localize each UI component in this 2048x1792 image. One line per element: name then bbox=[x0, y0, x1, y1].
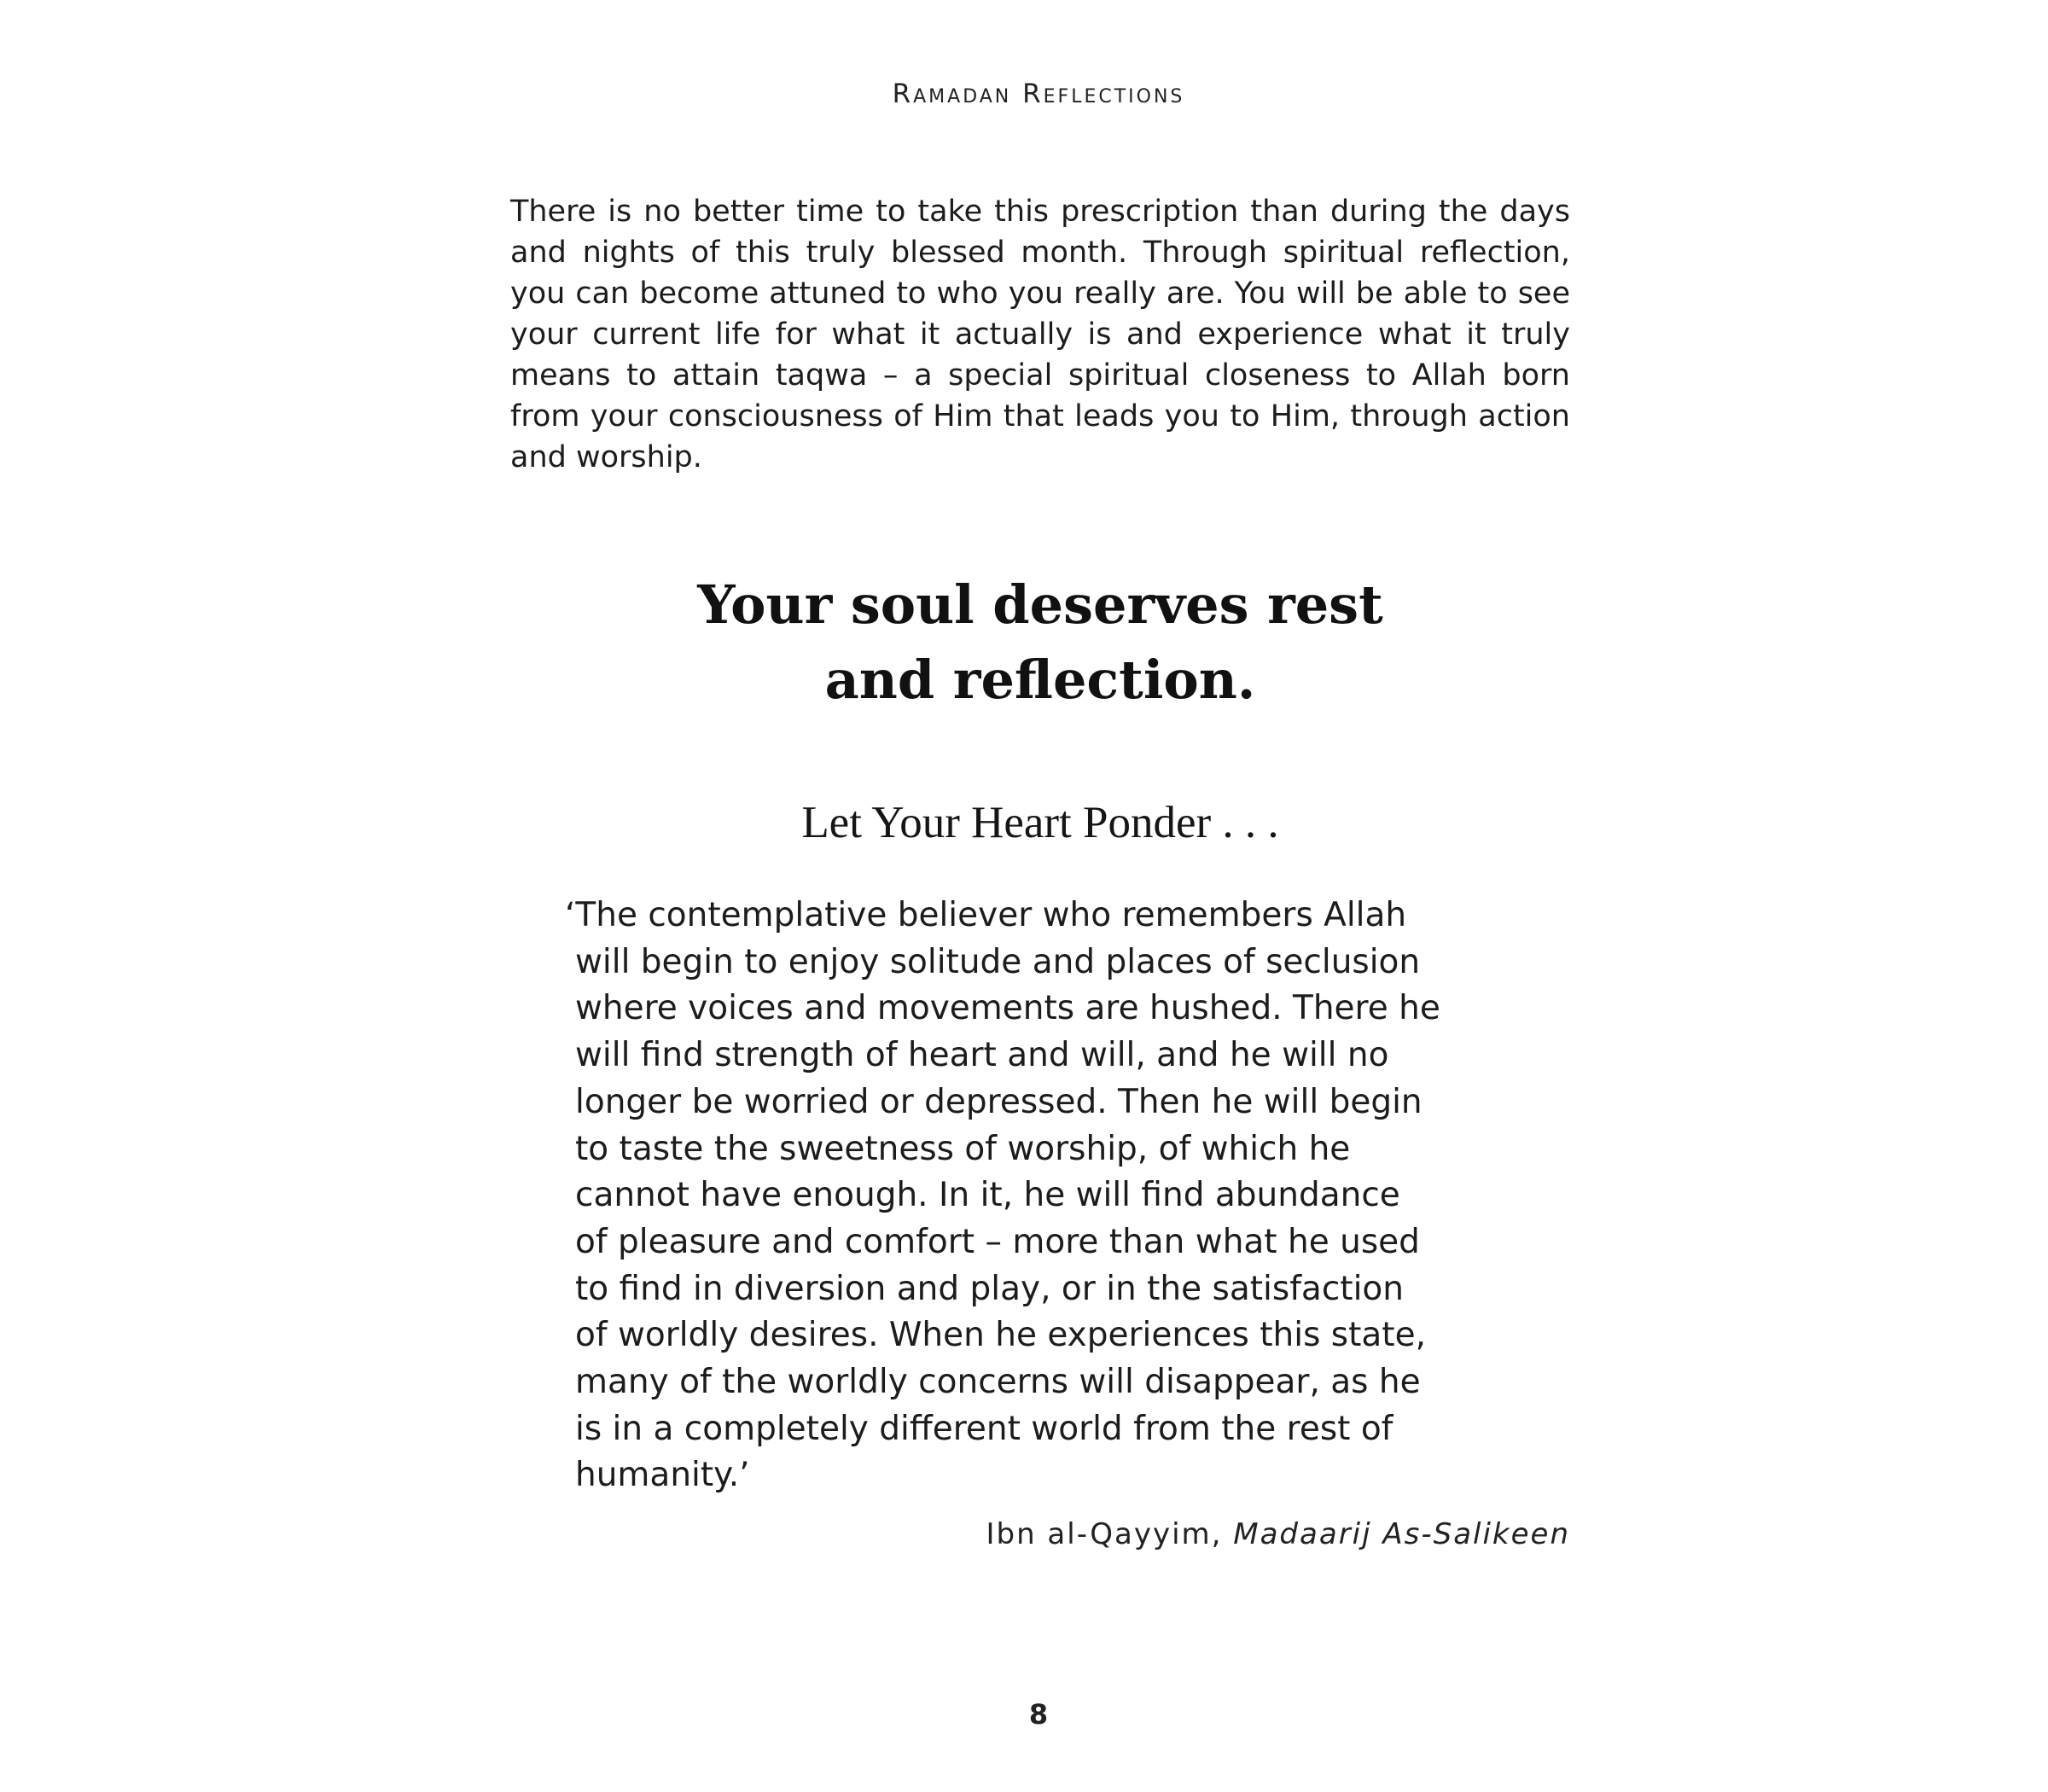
quotation bbox=[565, 893, 1534, 1499]
headline bbox=[510, 567, 1570, 718]
quote-line: many of the worldly concerns will disappear, as he bbox=[575, 1363, 1421, 1402]
quote-line: ‘The contemplative believer who remembers Allah bbox=[565, 896, 1407, 934]
quote-line: to find in diversion and play, or in the satisfaction bbox=[575, 1269, 1404, 1308]
quote-line: is in a completely different world from the rest of bbox=[575, 1409, 1393, 1448]
intro-paragraph: There is no better time to take this prescription than during the days and nights of this truly blessed month. Through spiritual reflection, you can become attuned to who you really are. You will be able to see your current life for what it actually is and experience what it truly means to attain taqwa – a special spiritual closeness to Allah born from your consciousness of Him that leads you to Him, through action and worship. bbox=[510, 195, 1570, 474]
quote-line: humanity.’ bbox=[575, 1456, 750, 1495]
headline-line-2: and reflection. bbox=[824, 649, 1256, 711]
quote-line: to taste the sweetness of worship, of which he bbox=[575, 1129, 1351, 1168]
headline-line-1: Your soul deserves rest bbox=[697, 573, 1383, 636]
quote-line: will find strength of heart and will, and he will no bbox=[575, 1036, 1389, 1075]
page-number: 8 bbox=[1028, 1698, 1049, 1731]
attribution-work-title: Madaarij As-Salikeen bbox=[1233, 1517, 1570, 1551]
quote-line: of worldly desires. When he experiences this state, bbox=[575, 1316, 1426, 1355]
quote-line: longer be worried or depressed. Then he will begin bbox=[575, 1082, 1423, 1121]
quote-line: of pleasure and comfort – more than what he used bbox=[575, 1222, 1420, 1261]
quote-attribution bbox=[510, 1517, 1570, 1551]
quote-line: will begin to enjoy solitude and places of seclusion bbox=[575, 942, 1421, 981]
quote-line: where voices and movements are hushed. There he bbox=[575, 989, 1440, 1028]
attribution-author: Ibn al-Qayyim, bbox=[986, 1517, 1223, 1551]
running-head: Ramadan Reflections bbox=[892, 79, 1185, 109]
section-subhead: Let Your Heart Ponder . . . bbox=[801, 798, 1279, 847]
quote-line: cannot have enough. In it, he will find abundance bbox=[575, 1176, 1400, 1215]
